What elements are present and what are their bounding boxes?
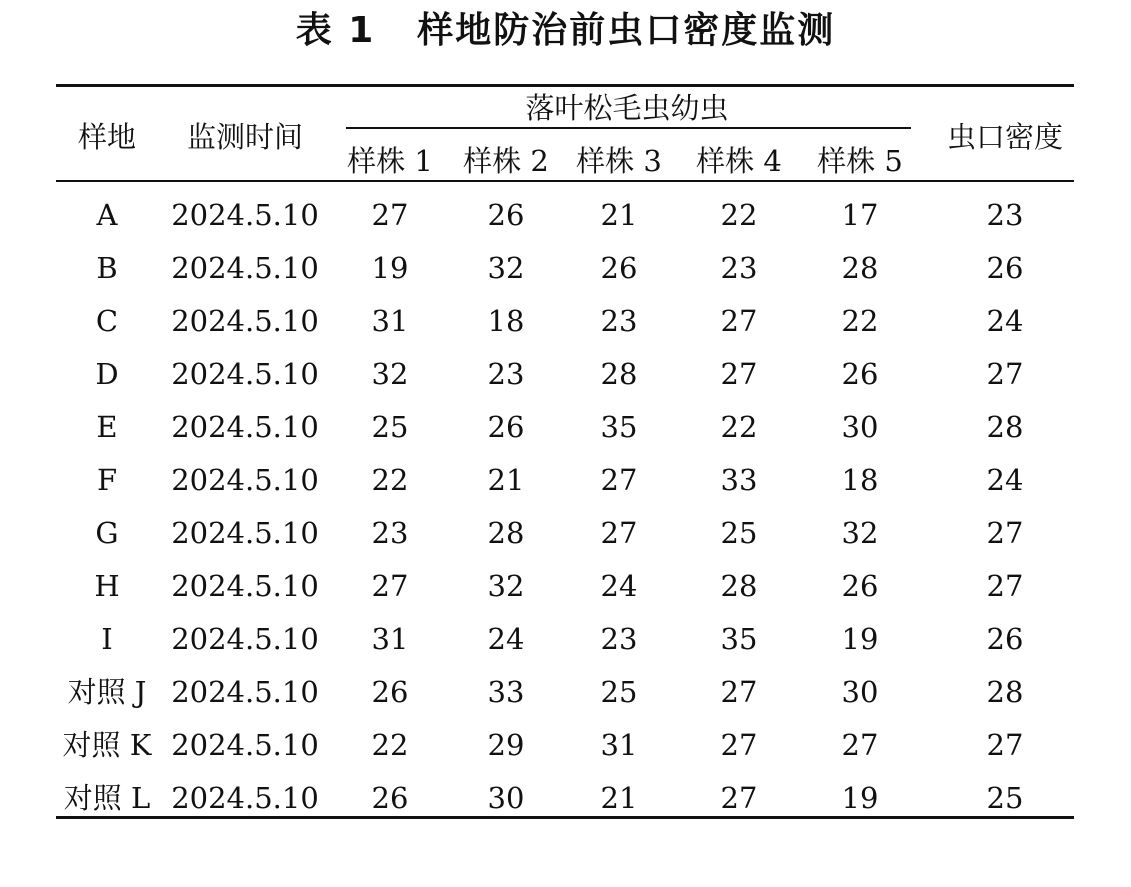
cell-tree-1: 27 [371, 198, 409, 232]
cell-tree-1: 22 [371, 463, 409, 497]
cell-tree-5: 26 [841, 357, 879, 391]
cell-density: 27 [986, 516, 1024, 550]
cell-tree-1: 26 [371, 675, 409, 709]
cell-tree-5: 26 [841, 569, 879, 603]
cell-date: 2024.5.10 [171, 304, 319, 338]
table-row [0, 409, 1131, 462]
table-row [0, 727, 1131, 780]
cell-plot: 对照 J [67, 675, 147, 709]
cell-tree-1: 22 [371, 728, 409, 762]
table-row [0, 780, 1131, 833]
cell-tree-1: 19 [371, 251, 409, 285]
cell-tree-2: 23 [487, 357, 525, 391]
cell-tree-1: 32 [371, 357, 409, 391]
cell-date: 2024.5.10 [171, 622, 319, 656]
cell-tree-3: 21 [600, 781, 638, 815]
cell-density: 23 [986, 198, 1024, 232]
table-row [0, 462, 1131, 515]
cell-plot: 对照 L [63, 781, 151, 815]
cell-plot: E [96, 410, 118, 444]
cell-tree-3: 31 [600, 728, 638, 762]
cell-date: 2024.5.10 [171, 410, 319, 444]
cell-tree-2: 26 [487, 198, 525, 232]
cell-density: 24 [986, 463, 1024, 497]
table-row [0, 303, 1131, 356]
table-row [0, 197, 1131, 250]
cell-tree-5: 18 [841, 463, 879, 497]
cell-tree-4: 27 [720, 781, 758, 815]
table-caption: 样地防治前虫口密度监测 [417, 10, 836, 51]
cell-plot: G [95, 516, 119, 550]
cell-tree-2: 21 [487, 463, 525, 497]
header-density: 虫口密度 [946, 120, 1064, 154]
cell-tree-5: 28 [841, 251, 879, 285]
cell-tree-4: 25 [720, 516, 758, 550]
cell-tree-2: 24 [487, 622, 525, 656]
cell-tree-3: 27 [600, 463, 638, 497]
cell-plot: 对照 K [62, 728, 152, 762]
cell-date: 2024.5.10 [171, 198, 319, 232]
cell-tree-3: 27 [600, 516, 638, 550]
header-tree-1: 样株 1 [347, 144, 433, 178]
cell-density: 24 [986, 304, 1024, 338]
cell-date: 2024.5.10 [171, 357, 319, 391]
cell-tree-5: 30 [841, 675, 879, 709]
cell-date: 2024.5.10 [171, 675, 319, 709]
cell-plot: I [101, 622, 113, 656]
cell-plot: H [94, 569, 120, 603]
cell-tree-3: 35 [600, 410, 638, 444]
cell-plot: F [96, 463, 118, 497]
table-number: 表 1 [295, 10, 376, 51]
cell-density: 27 [986, 357, 1024, 391]
cell-plot: B [96, 251, 118, 285]
cell-tree-4: 22 [720, 198, 758, 232]
cell-date: 2024.5.10 [171, 463, 319, 497]
table-title [0, 6, 1131, 56]
cell-tree-4: 33 [720, 463, 758, 497]
table-row [0, 568, 1131, 621]
header-rule [56, 180, 1074, 182]
table-row [0, 356, 1131, 409]
cell-tree-5: 19 [841, 781, 879, 815]
header-tree-4: 样株 4 [696, 144, 782, 178]
cell-density: 28 [986, 675, 1024, 709]
cell-tree-2: 30 [487, 781, 525, 815]
cell-tree-4: 23 [720, 251, 758, 285]
cell-density: 28 [986, 410, 1024, 444]
header-larvae-group: 落叶松毛虫幼虫 [525, 91, 729, 125]
cell-tree-5: 27 [841, 728, 879, 762]
cell-plot: A [96, 198, 118, 232]
group-rule [346, 127, 911, 129]
header-tree-5: 样株 5 [817, 144, 903, 178]
cell-tree-2: 32 [487, 569, 525, 603]
cell-date: 2024.5.10 [171, 516, 319, 550]
cell-density: 25 [986, 781, 1024, 815]
header-tree-3: 样株 3 [576, 144, 662, 178]
cell-plot: D [95, 357, 119, 391]
cell-tree-3: 28 [600, 357, 638, 391]
cell-tree-4: 27 [720, 304, 758, 338]
cell-tree-4: 27 [720, 357, 758, 391]
cell-tree-5: 32 [841, 516, 879, 550]
cell-tree-3: 21 [600, 198, 638, 232]
cell-tree-3: 23 [600, 304, 638, 338]
cell-density: 27 [986, 728, 1024, 762]
cell-tree-5: 22 [841, 304, 879, 338]
cell-tree-2: 18 [487, 304, 525, 338]
header-tree-2: 样株 2 [463, 144, 549, 178]
cell-tree-2: 32 [487, 251, 525, 285]
cell-tree-5: 19 [841, 622, 879, 656]
table-row [0, 250, 1131, 303]
cell-tree-2: 28 [487, 516, 525, 550]
table-row [0, 515, 1131, 568]
cell-density: 27 [986, 569, 1024, 603]
cell-tree-5: 17 [841, 198, 879, 232]
header-date: 监测时间 [186, 120, 304, 154]
cell-tree-4: 27 [720, 728, 758, 762]
cell-tree-3: 26 [600, 251, 638, 285]
cell-tree-5: 30 [841, 410, 879, 444]
cell-tree-1: 26 [371, 781, 409, 815]
cell-tree-3: 23 [600, 622, 638, 656]
header-plot: 样地 [77, 120, 137, 154]
cell-tree-1: 23 [371, 516, 409, 550]
cell-tree-4: 27 [720, 675, 758, 709]
cell-tree-1: 25 [371, 410, 409, 444]
cell-tree-3: 25 [600, 675, 638, 709]
cell-date: 2024.5.10 [171, 251, 319, 285]
cell-density: 26 [986, 251, 1024, 285]
cell-tree-1: 31 [371, 622, 409, 656]
cell-date: 2024.5.10 [171, 781, 319, 815]
cell-tree-2: 26 [487, 410, 525, 444]
cell-tree-1: 31 [371, 304, 409, 338]
cell-tree-4: 22 [720, 410, 758, 444]
cell-tree-2: 33 [487, 675, 525, 709]
cell-date: 2024.5.10 [171, 569, 319, 603]
cell-tree-2: 29 [487, 728, 525, 762]
table-row [0, 621, 1131, 674]
cell-tree-4: 35 [720, 622, 758, 656]
top-rule [56, 84, 1074, 87]
cell-plot: C [95, 304, 119, 338]
table-row [0, 674, 1131, 727]
cell-tree-3: 24 [600, 569, 638, 603]
cell-tree-1: 27 [371, 569, 409, 603]
cell-tree-4: 28 [720, 569, 758, 603]
cell-density: 26 [986, 622, 1024, 656]
cell-date: 2024.5.10 [171, 728, 319, 762]
